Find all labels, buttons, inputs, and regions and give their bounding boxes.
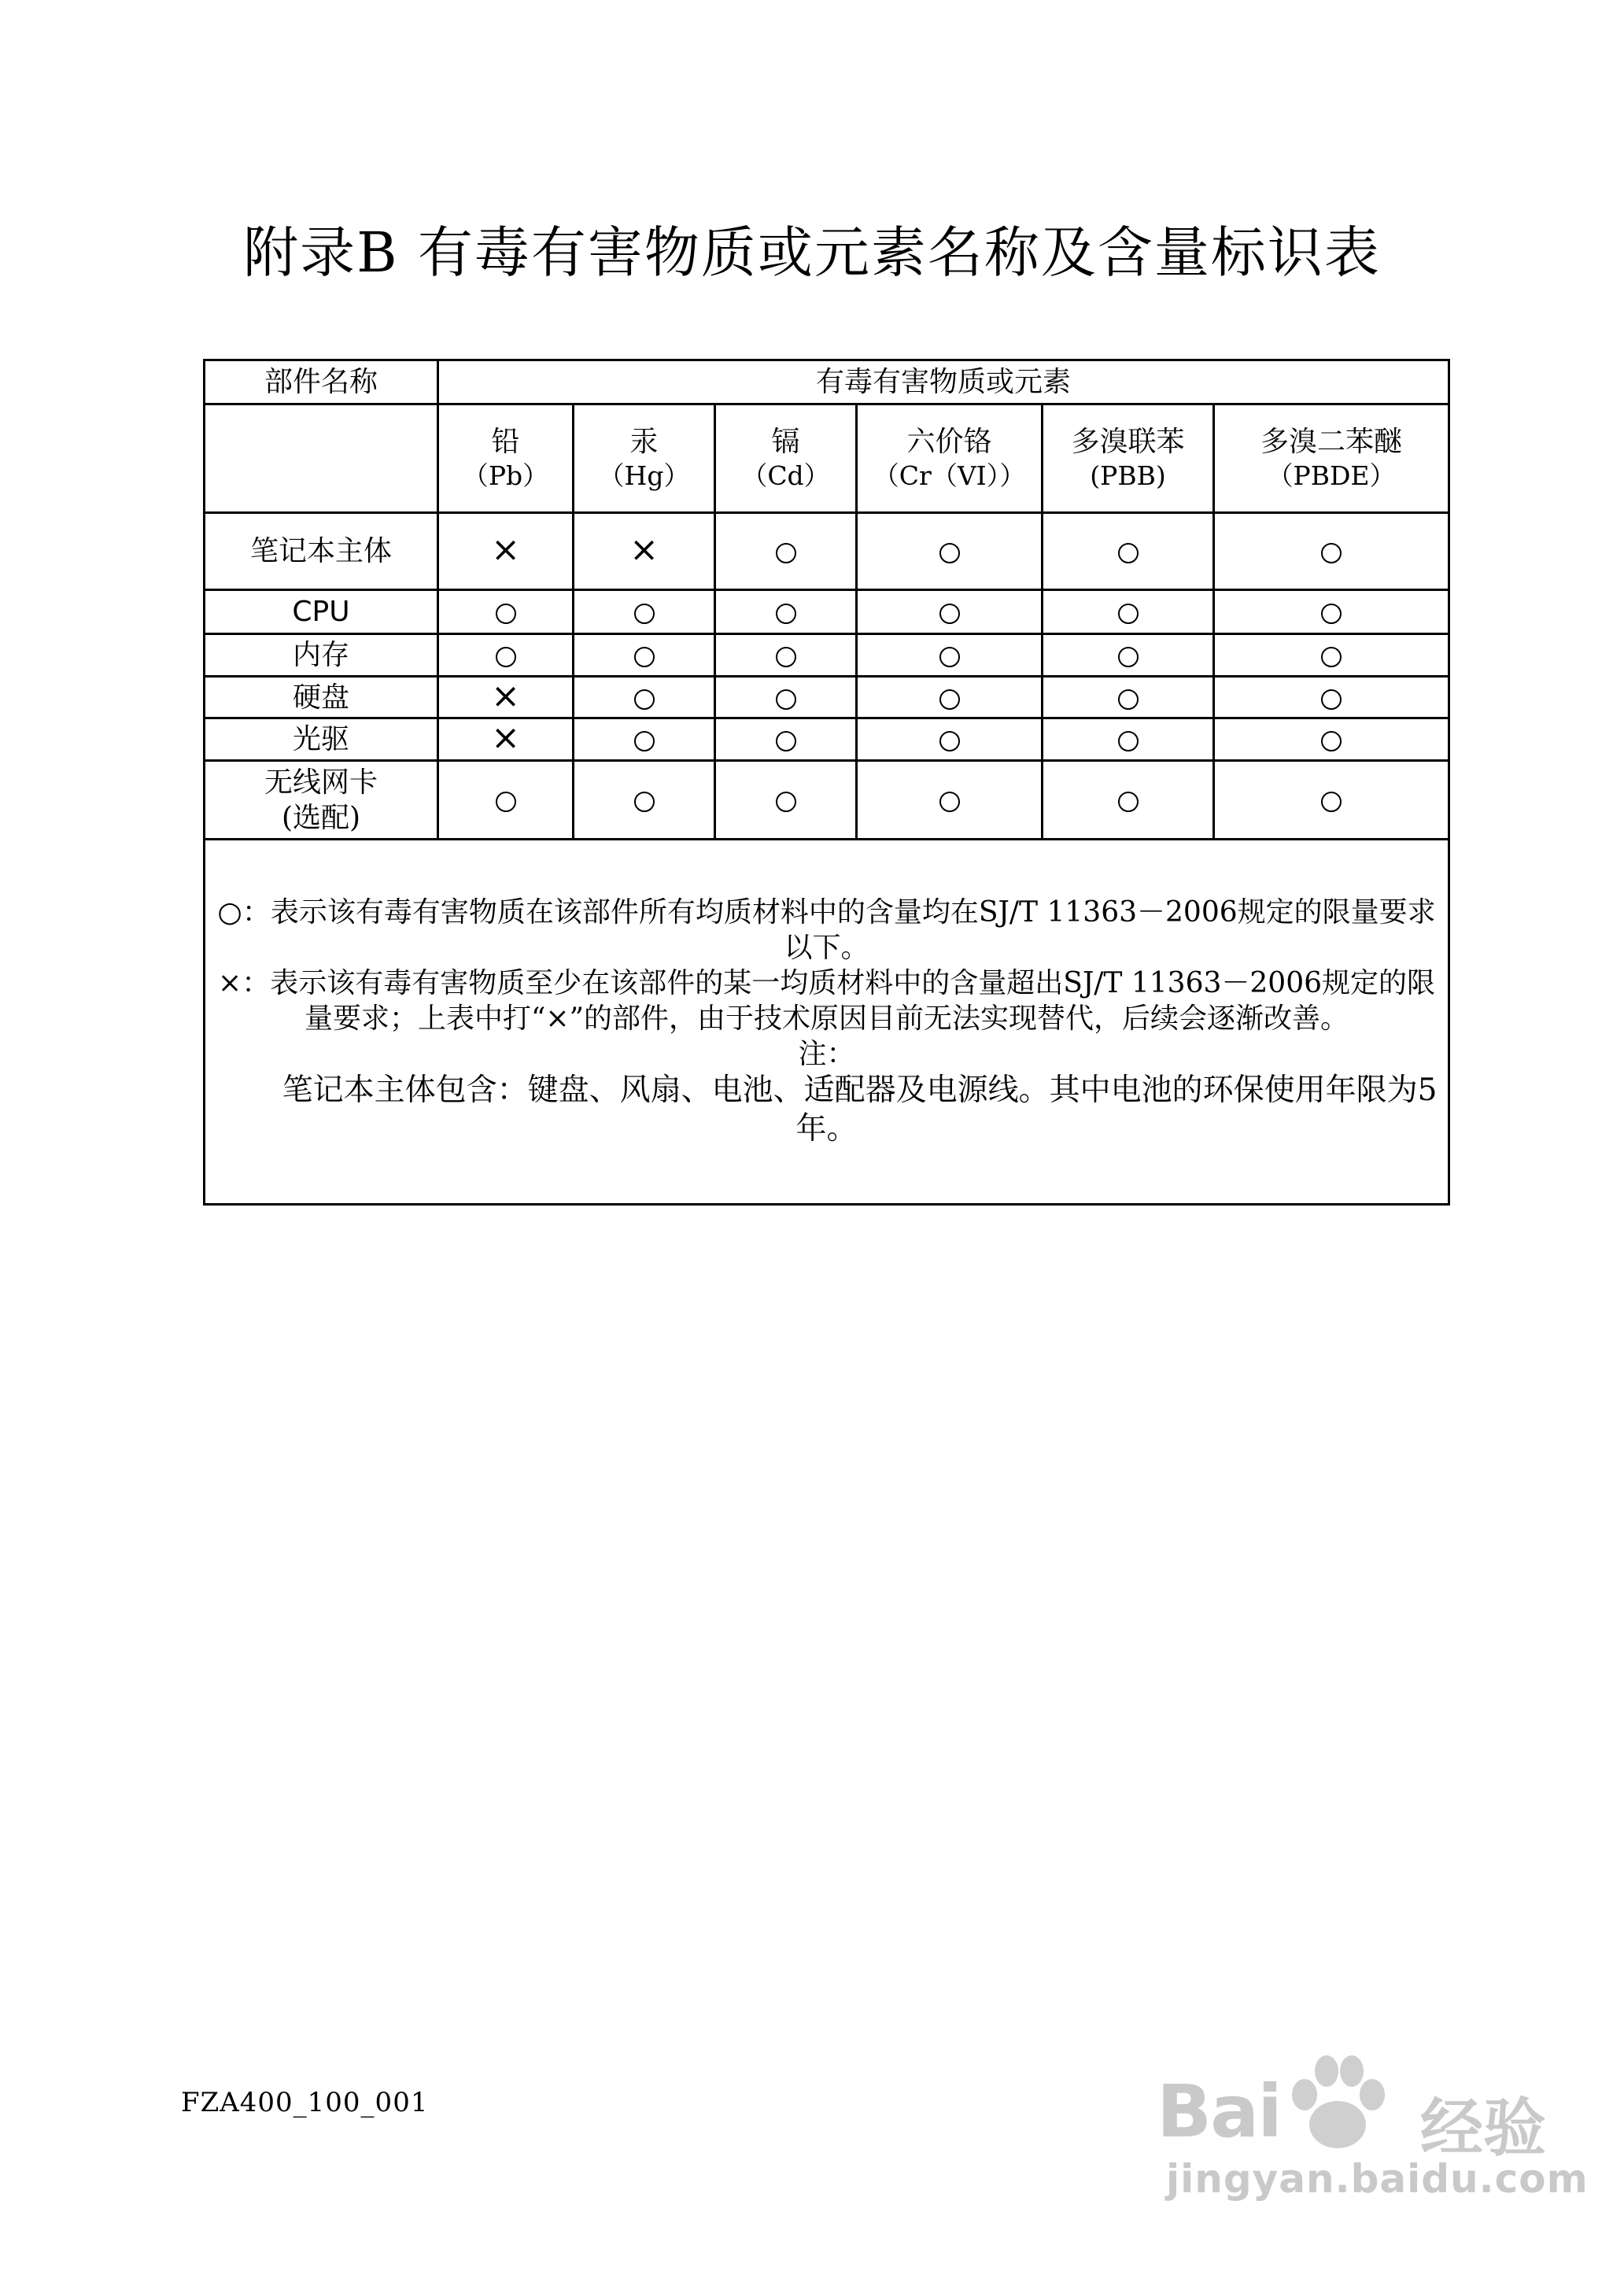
notes-row bbox=[205, 840, 1449, 1205]
compliant-circle-icon bbox=[1118, 792, 1139, 812]
substance-header-row bbox=[205, 404, 1449, 513]
compliant-circle-icon bbox=[496, 604, 516, 624]
mark-cell bbox=[438, 761, 574, 840]
mark-cell bbox=[438, 590, 574, 634]
table-row bbox=[205, 590, 1449, 634]
substance-header bbox=[1214, 404, 1449, 513]
compliant-circle-icon bbox=[939, 604, 960, 624]
notes-cell bbox=[205, 840, 1449, 1205]
compliant-circle-icon bbox=[939, 792, 960, 812]
substance-name: 六价铬 bbox=[906, 426, 992, 459]
compliant-circle-icon bbox=[776, 647, 796, 667]
compliant-circle-icon bbox=[634, 792, 655, 812]
substance-name: 镉 bbox=[771, 426, 800, 459]
compliant-circle-icon bbox=[634, 647, 655, 667]
part-name-cell: 光驱 bbox=[205, 718, 438, 761]
substance-symbol: （Cr（VI）） bbox=[873, 460, 1026, 492]
compliant-circle-icon bbox=[1321, 604, 1342, 624]
part-name-cell: 笔记本主体 bbox=[205, 513, 438, 590]
compliant-circle-icon bbox=[776, 543, 796, 563]
mark-cell bbox=[1043, 677, 1214, 718]
document-title: 附录B 有毒有害物质或元素名称及含量标识表 bbox=[243, 220, 1381, 285]
mark-cell bbox=[438, 718, 574, 761]
compliant-circle-icon bbox=[1321, 543, 1342, 563]
substance-header bbox=[574, 404, 715, 513]
mark-cell bbox=[857, 513, 1043, 590]
mark-cell bbox=[574, 761, 715, 840]
mark-cell bbox=[715, 590, 857, 634]
note-label: 注： bbox=[798, 1038, 855, 1071]
substance-group-header: 有毒有害物质或元素 bbox=[438, 360, 1449, 404]
compliant-circle-icon bbox=[939, 647, 960, 667]
substance-name: 铅 bbox=[491, 426, 520, 459]
compliant-circle-icon bbox=[1321, 792, 1342, 812]
part-name-cell: 内存 bbox=[205, 634, 438, 677]
mark-cell bbox=[857, 761, 1043, 840]
empty-header-cell bbox=[205, 404, 438, 513]
mark-cell bbox=[1214, 677, 1449, 718]
mark-cell bbox=[438, 677, 574, 718]
compliant-circle-icon bbox=[776, 604, 796, 624]
mark-cell bbox=[715, 677, 857, 718]
mark-cell bbox=[1043, 513, 1214, 590]
compliant-circle-icon bbox=[939, 689, 960, 710]
mark-cell bbox=[857, 718, 1043, 761]
compliant-circle-icon bbox=[634, 604, 655, 624]
substance-name: 多溴联苯 bbox=[1071, 426, 1185, 459]
substance-symbol: (PBB) bbox=[1090, 460, 1166, 492]
table-row bbox=[205, 718, 1449, 761]
compliant-circle-icon bbox=[1118, 689, 1139, 710]
compliant-circle-icon bbox=[1321, 689, 1342, 710]
compliant-circle-icon bbox=[1118, 647, 1139, 667]
substance-header bbox=[715, 404, 857, 513]
compliant-circle-icon bbox=[634, 689, 655, 710]
substance-symbol: （Cd） bbox=[741, 460, 830, 492]
compliant-circle-icon bbox=[634, 731, 655, 751]
compliant-circle-icon bbox=[1321, 731, 1342, 751]
substance-header bbox=[1043, 404, 1214, 513]
part-name-header: 部件名称 bbox=[205, 360, 438, 404]
compliant-circle-icon bbox=[496, 647, 516, 667]
table-header-row bbox=[205, 360, 1449, 404]
exceeds-cross-icon: × bbox=[491, 718, 520, 758]
mark-cell bbox=[715, 513, 857, 590]
substance-header bbox=[857, 404, 1043, 513]
circle-note: ○：表示该有毒有害物质在该部件所有均质材料中的含量均在SJ/T 11363－2006规定的限量要求以下。 bbox=[217, 896, 1436, 965]
exceeds-cross-icon: × bbox=[629, 530, 659, 570]
baidu-jingyan-watermark bbox=[1157, 2046, 1589, 2203]
mark-cell bbox=[574, 677, 715, 718]
mark-cell bbox=[715, 718, 857, 761]
table-row bbox=[205, 513, 1449, 590]
part-name-cell: 硬盘 bbox=[205, 677, 438, 718]
part-name-cell: CPU bbox=[205, 590, 438, 634]
watermark-url: jingyan.baidu.com bbox=[1166, 2156, 1589, 2202]
mark-cell bbox=[1214, 718, 1449, 761]
mark-cell bbox=[438, 513, 574, 590]
mark-cell bbox=[574, 513, 715, 590]
mark-cell bbox=[1043, 718, 1214, 761]
mark-cell bbox=[857, 634, 1043, 677]
table-row bbox=[205, 677, 1449, 718]
part-name-cell: 无线网卡 (选配) bbox=[205, 761, 438, 840]
mark-cell bbox=[438, 634, 574, 677]
substance-symbol: （Pb） bbox=[462, 460, 549, 492]
mark-cell bbox=[1214, 590, 1449, 634]
substance-symbol: （PBDE） bbox=[1267, 460, 1396, 492]
compliant-circle-icon bbox=[1118, 731, 1139, 751]
paw-logo-icon bbox=[1275, 2046, 1401, 2156]
mark-cell bbox=[1043, 761, 1214, 840]
compliant-circle-icon bbox=[776, 731, 796, 751]
compliant-circle-icon bbox=[939, 731, 960, 751]
cross-note: ×：表示该有毒有害物质至少在该部件的某一均质材料中的含量超出SJ/T 11363－2006规定的限量要求；上表中打“×”的部件，由于技术原因目前无法实现替代，后续会逐渐改善。 bbox=[218, 967, 1436, 1036]
mark-cell bbox=[1043, 590, 1214, 634]
footer-document-code: FZA400_100_001 bbox=[181, 2087, 429, 2118]
substance-symbol: （Hg） bbox=[598, 460, 690, 492]
mark-cell bbox=[574, 718, 715, 761]
mark-cell bbox=[715, 634, 857, 677]
mark-cell bbox=[857, 677, 1043, 718]
mark-cell bbox=[574, 590, 715, 634]
mark-cell bbox=[1043, 634, 1214, 677]
watermark-brand-jingyan: 经验 bbox=[1420, 2092, 1546, 2165]
compliant-circle-icon bbox=[1321, 647, 1342, 667]
substance-name: 多溴二苯醚 bbox=[1260, 426, 1403, 459]
mark-cell bbox=[1214, 513, 1449, 590]
compliant-circle-icon bbox=[496, 792, 516, 812]
note-body: 笔记本主体包含：键盘、风扇、电池、适配器及电源线。其中电池的环保使用年限为5年。 bbox=[282, 1073, 1438, 1146]
compliant-circle-icon bbox=[1118, 604, 1139, 624]
mark-cell bbox=[574, 634, 715, 677]
compliant-circle-icon bbox=[939, 543, 960, 563]
table-row bbox=[205, 761, 1449, 840]
hazardous-substance-table bbox=[203, 359, 1450, 1206]
compliant-circle-icon bbox=[776, 792, 796, 812]
substance-header bbox=[438, 404, 574, 513]
mark-cell bbox=[857, 590, 1043, 634]
mark-cell bbox=[1214, 634, 1449, 677]
compliant-circle-icon bbox=[1118, 543, 1139, 563]
compliant-circle-icon bbox=[776, 689, 796, 710]
mark-cell bbox=[1214, 761, 1449, 840]
exceeds-cross-icon: × bbox=[491, 530, 520, 570]
substance-name: 汞 bbox=[629, 426, 659, 459]
exceeds-cross-icon: × bbox=[491, 676, 520, 716]
mark-cell bbox=[715, 761, 857, 840]
table-row bbox=[205, 634, 1449, 677]
watermark-brand: Bai bbox=[1157, 2070, 1281, 2154]
